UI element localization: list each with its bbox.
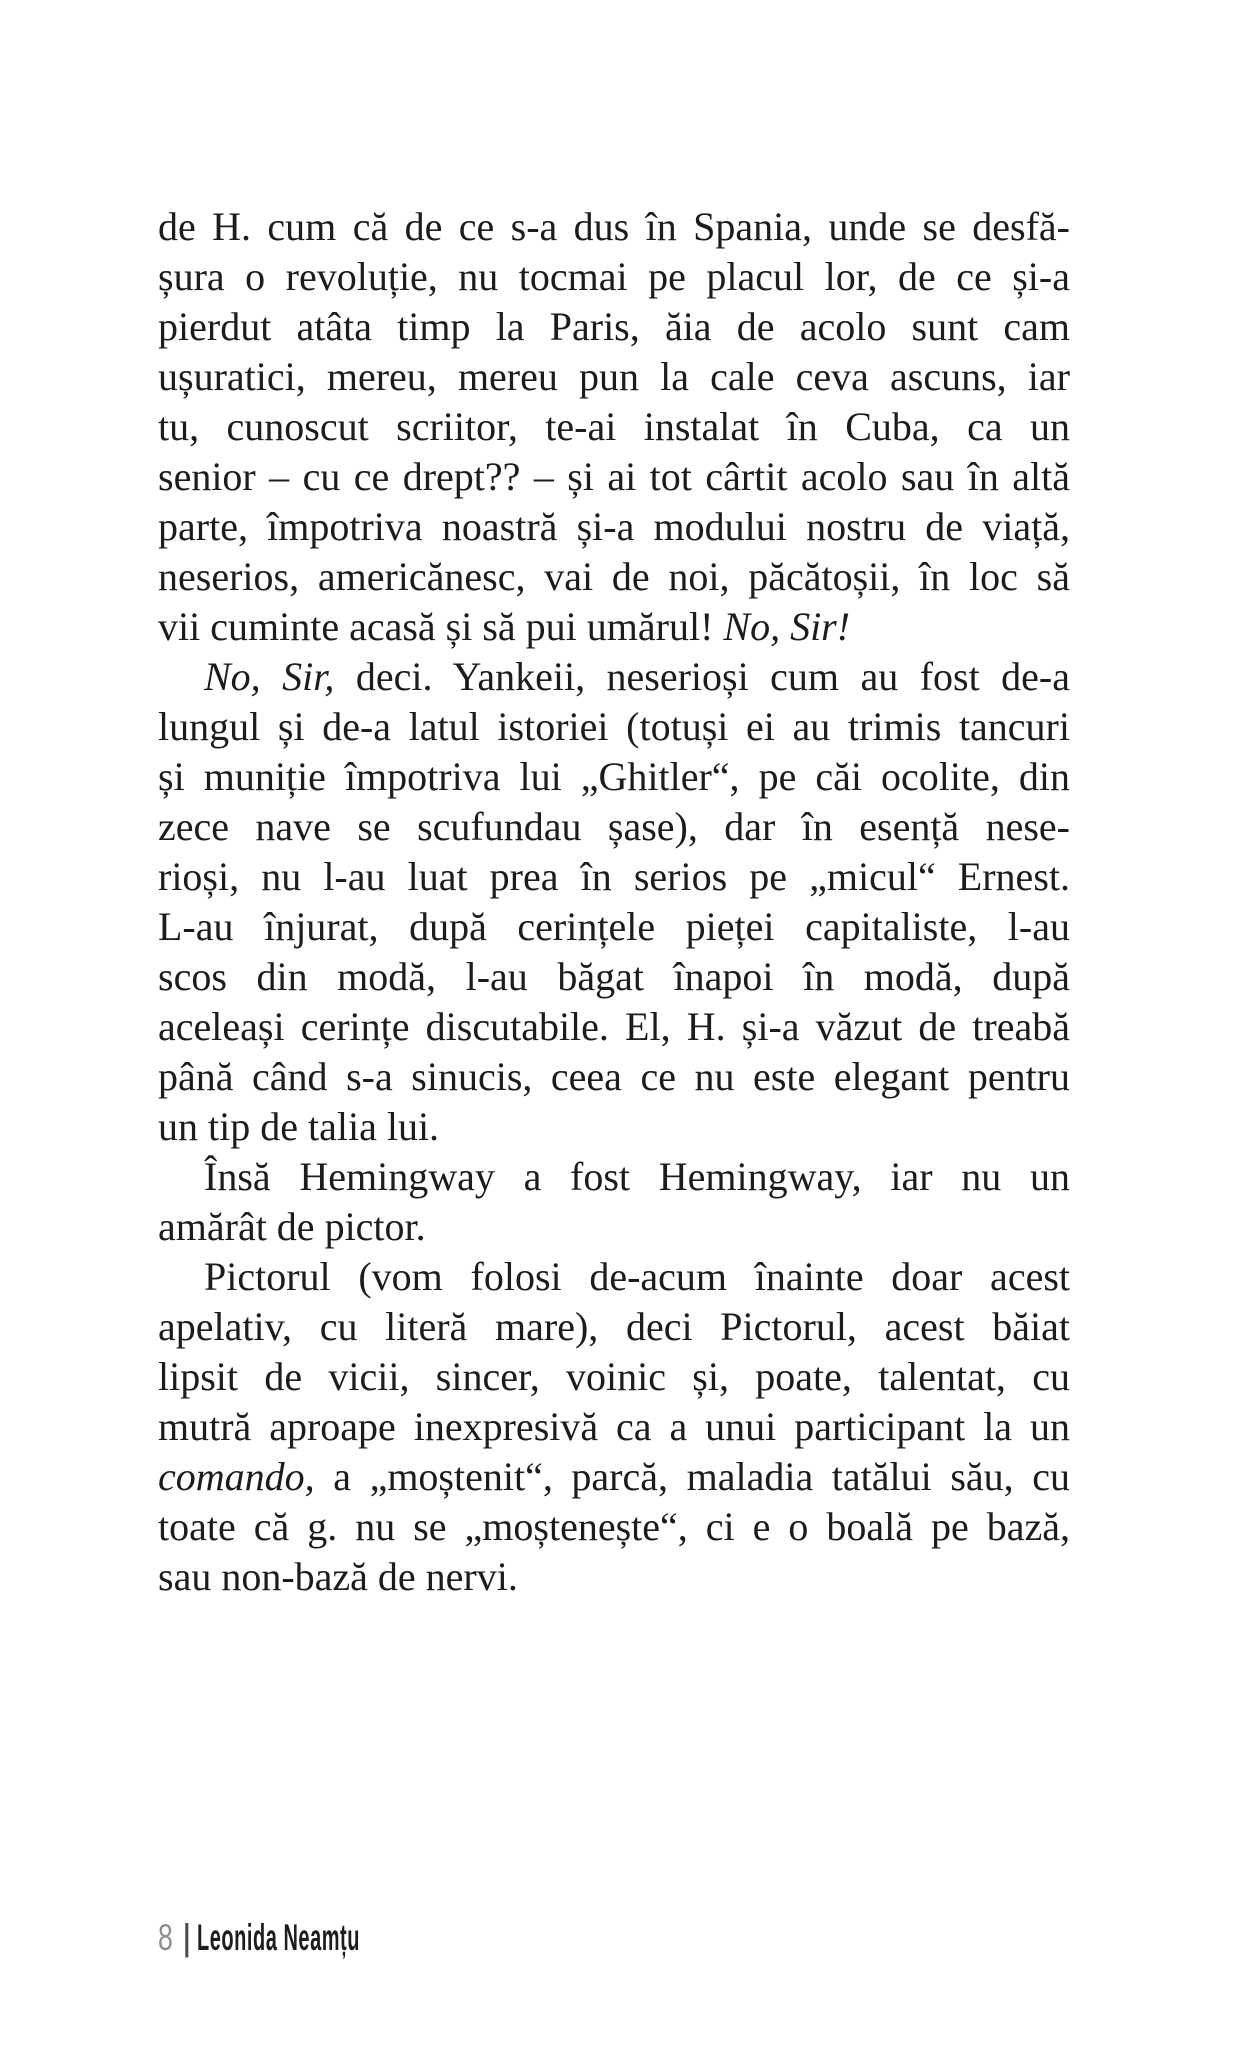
footer-author: Leonida Neamțu [196,1917,360,1958]
text-line: tu, cunoscut scriitor, te-ai instalat în Cuba, ca un [158,404,1070,449]
text-line: și muniție împotriva lui „Ghitler“, pe căi ocolite, din [158,754,1070,799]
text-line: rioși, nu l-au luat prea în serios pe „micul“ Ernest. [158,854,1070,899]
text-line: senior – cu ce drept?? – și ai tot cârtit acolo sau în altă [158,454,1070,499]
text-line: de H. cum că de ce s-a dus în Spania, unde se desfă- [158,204,1070,249]
text-line: Pictorul (vom folosi de-acum înainte doar acest [204,1254,1070,1299]
text-line: vii cuminte acasă și să pui umărul! No, Sir! [158,604,851,649]
text-line: sau non-bază de nervi. [158,1554,518,1599]
text-line: lipsit de vicii, sincer, voinic și, poate, talentat, cu [158,1354,1070,1399]
footer-separator: | [182,1917,192,1958]
text-line: apelativ, cu literă mare), deci Pictorul, acest băiat [158,1304,1070,1349]
page-text [158,202,1070,1602]
text-line: ușuratici, mereu, mereu pun la cale ceva ascuns, iar [158,354,1070,399]
text-line: comando, a „moștenit“, parcă, maladia tatălui său, cu [158,1454,1070,1499]
text-line: L-au înjurat, după cerințele pieței capitaliste, l-au [158,904,1070,949]
text-line: zece nave se scufundau șase), dar în esență nese- [158,804,1070,849]
text-line: amărât de pictor. [158,1204,426,1249]
page-footer [158,1917,498,1958]
text-line: până când s-a sinucis, ceea ce nu este elegant pentru [158,1054,1070,1099]
text-line: aceleași cerințe discutabile. El, H. și-a văzut de treabă [158,1004,1070,1049]
text-line: un tip de talia lui. [158,1104,440,1149]
text-line: șura o revoluție, nu tocmai pe placul lor, de ce și-a [158,254,1070,299]
text-line: lungul și de-a latul istoriei (totuși ei au trimis tancuri [158,704,1070,749]
page-number: 8 [158,1917,173,1958]
text-line: mutră aproape inexpresivă ca a unui participant la un [158,1404,1070,1449]
text-line: neserios, americănesc, vai de noi, păcătoșii, în loc să [158,554,1070,599]
text-line: parte, împotriva noastră și-a modului nostru de viață, [158,504,1070,549]
text-line: No, Sir, deci. Yankeii, neserioși cum au fost de-a [204,654,1070,699]
text-line: toate că g. nu se „moștenește“, ci e o boală pe bază, [158,1504,1070,1549]
text-line: scos din modă, l-au băgat înapoi în modă, după [158,954,1070,999]
text-line: Însă Hemingway a fost Hemingway, iar nu un [204,1154,1070,1199]
text-line: pierdut atâta timp la Paris, ăia de acolo sunt cam [158,304,1070,349]
